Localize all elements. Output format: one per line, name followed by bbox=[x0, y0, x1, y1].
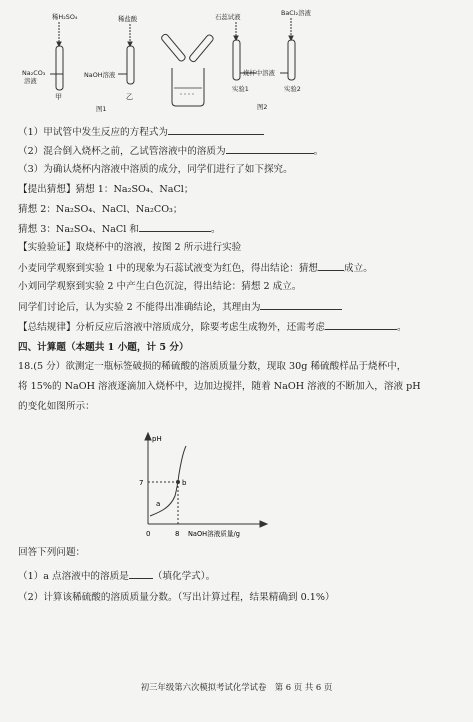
q18-paragraph-2: 将 15%的 NaOH 溶液逐滴加入烧杯中，边加边搅拌，随着 NaOH 溶液的不断加入，溶液 pH bbox=[18, 381, 421, 392]
answer-blank-reason[interactable] bbox=[260, 300, 342, 310]
point-b-label: b bbox=[182, 479, 187, 487]
hypothesis-2: 猜想 2：Na₂SO₄、NaCl、Na₂CO₃； bbox=[18, 204, 183, 215]
test-tube-exp1 bbox=[233, 40, 240, 80]
pouring-tube-right bbox=[188, 34, 214, 63]
summary-line: 【总结规律】分析反应后溶液中溶质成分，除要考虑生成物外，还需考虑 。 bbox=[18, 322, 407, 333]
answer-blank-hypothesis-3[interactable] bbox=[139, 222, 211, 232]
label-experiment-1: 实验1 bbox=[232, 85, 249, 93]
q17-line-3: （3）为确认烧杯内溶液中溶质的成分，同学们进行了如下探究。 bbox=[18, 164, 293, 175]
label-experiment-2: 实验2 bbox=[284, 85, 301, 93]
q18-paragraph-1: 18.(5 分）欲测定一瓶标签破损的稀硫酸的溶质质量分数，现取 30g 稀硫酸样品于烧杯中， bbox=[18, 361, 407, 372]
ph-graph bbox=[0, 428, 473, 558]
label-beaker-solution: 烧杯中溶液 bbox=[243, 69, 275, 77]
point-a-label: a bbox=[156, 500, 161, 508]
x-tick-8: 8 bbox=[175, 530, 180, 538]
label-na2co3-solution: 溶液 bbox=[24, 77, 37, 85]
q18-part-1: （1）a 点溶液中的溶质是 （填化学式）。 bbox=[18, 571, 216, 582]
xiaomai-observation: 小麦同学观察到实验 1 中的现象为石蕊试液变为红色，得出结论：猜想 成立。 bbox=[18, 263, 373, 274]
label-na2co3: Na₂CO₃ bbox=[22, 69, 46, 77]
answer-blank-tube-yi-solute[interactable] bbox=[226, 144, 314, 154]
label-figure-1: 图1 bbox=[96, 105, 107, 113]
q18-part-2: （2）计算该稀硫酸的溶质质量分数。（写出计算过程，结果精确到 0.1%） bbox=[18, 592, 335, 603]
label-litmus: 石蕊试液 bbox=[215, 13, 241, 21]
label-tube-yi: 乙 bbox=[126, 93, 133, 101]
origin-label: 0 bbox=[146, 530, 151, 538]
point-b bbox=[177, 481, 180, 484]
x-axis-label: NaOH溶液质量/g bbox=[188, 530, 240, 538]
q17-line-1: （1）甲试管中发生反应的方程式为 bbox=[18, 125, 264, 139]
test-tube-exp2 bbox=[288, 40, 295, 80]
answer-intro: 回答下列问题： bbox=[18, 547, 86, 558]
discussion-line: 同学们讨论后，认为实验 2 不能得出准确结论，其理由为 bbox=[18, 300, 342, 314]
pouring-tube-left bbox=[160, 33, 186, 62]
page-footer: 初三年级第六次模拟考试化学试卷 第 6 页 共 6 页 bbox=[140, 682, 333, 692]
label-dilute-h2so4: 稀H₂SO₄ bbox=[52, 13, 78, 21]
label-figure-2: 图2 bbox=[257, 103, 268, 111]
y-axis-label: pH bbox=[152, 435, 162, 443]
q18-paragraph-3: 的变化如图所示： bbox=[18, 401, 95, 412]
y-tick-7: 7 bbox=[139, 479, 144, 487]
xiaoliu-observation: 小刘同学观察到实验 2 中产生白色沉淀，得出结论：猜想 2 成立。 bbox=[18, 281, 302, 292]
answer-blank-hypothesis-number[interactable] bbox=[318, 261, 344, 271]
q17-line-2: （2）混合倒入烧杯之前，乙试管溶液中的溶质为 。 bbox=[18, 146, 324, 157]
test-tube-jia bbox=[56, 46, 63, 90]
section-4-heading: 四、计算题（本题共 1 小题，计 5 分） bbox=[18, 342, 189, 353]
answer-blank-solute-at-a[interactable] bbox=[129, 569, 153, 579]
answer-blank-summary[interactable] bbox=[325, 320, 397, 330]
label-dilute-hcl: 稀盐酸 bbox=[118, 15, 138, 23]
label-naoh-solution: NaOH溶液 bbox=[84, 71, 116, 79]
beaker bbox=[172, 68, 204, 106]
hypothesis-1: 【提出猜想】猜想 1：Na₂SO₄、NaCl； bbox=[18, 184, 194, 195]
experiment-verification: 【实验验证】取烧杯中的溶液，按图 2 所示进行实验 bbox=[18, 242, 242, 253]
answer-blank-equation[interactable] bbox=[168, 125, 264, 135]
hypothesis-3: 猜想 3：Na₂SO₄、NaCl 和 。 bbox=[18, 224, 221, 235]
label-bacl2-solution: BaCl₂溶液 bbox=[281, 9, 311, 17]
test-tube-yi bbox=[127, 46, 134, 84]
label-tube-jia: 甲 bbox=[55, 93, 62, 101]
